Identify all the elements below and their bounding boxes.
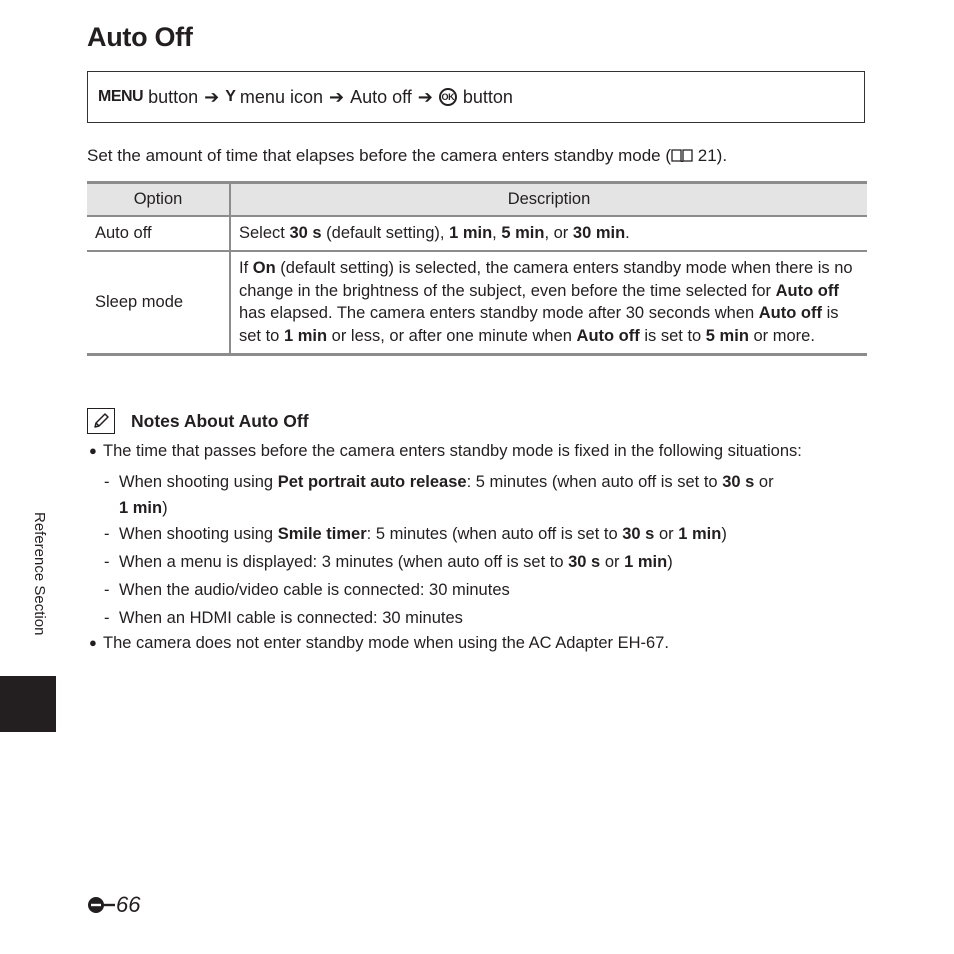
- page-reference: 21: [697, 146, 717, 165]
- list-item: ● The time that passes before the camera enters standby mode is fixed in the following situations:: [89, 442, 802, 460]
- arrow-right-icon: ➔: [204, 86, 220, 107]
- ok-button-icon: OK: [439, 88, 457, 106]
- menu-path-ok-button-text: button: [462, 86, 513, 107]
- arrow-right-icon: ➔: [328, 86, 345, 107]
- pencil-note-icon: [87, 408, 115, 434]
- column-header-option: Option: [87, 183, 230, 217]
- list-item: - When shooting using Smile timer: 5 minutes (when auto off is set to 30 s or 1 min): [104, 525, 727, 543]
- intro-paragraph: Set the amount of time that elapses before the camera enters standby mode ( 21).: [87, 146, 728, 165]
- menu-path-menu-icon-text: menu icon: [239, 86, 323, 107]
- option-name: Auto off: [87, 216, 230, 251]
- list-item: ● The camera does not enter standby mode when using the AC Adapter EH-67.: [89, 634, 669, 652]
- table-row: [87, 216, 867, 251]
- menu-path-box: [87, 71, 865, 123]
- options-table: [87, 181, 867, 356]
- list-item: - When a menu is displayed: 3 minutes (when auto off is set to 30 s or 1 min): [104, 553, 673, 571]
- wrench-menu-icon: Y: [225, 88, 236, 105]
- page-title: Auto Off: [87, 22, 193, 52]
- notes-title: Notes About Auto Off: [131, 410, 309, 431]
- bullet-icon: ●: [89, 635, 97, 650]
- menu-path-button-text: button: [148, 86, 199, 107]
- column-header-description: Description: [230, 183, 867, 217]
- option-name: Sleep mode: [87, 251, 230, 355]
- e-reference-icon: [87, 896, 115, 914]
- option-description: If On (default setting) is selected, the camera enters standby mode when there is no change in the brightness of the subject, even before the time selected for Auto off has elapsed. The camera enters standby mode after 30 seconds when Auto off is set to 1 min or less, or after one minute when Auto off is set to 5 min or more.: [230, 251, 867, 355]
- arrow-right-icon: ➔: [417, 86, 433, 107]
- book-reference-icon: [671, 149, 693, 162]
- list-item: - When the audio/video cable is connected: 30 minutes: [104, 581, 510, 599]
- page-number: 66: [87, 892, 140, 918]
- list-item: - When shooting using Pet portrait auto release: 5 minutes (when auto off is set to 30 s or 1 min): [104, 473, 774, 517]
- menu-button-icon: MENU: [98, 88, 144, 105]
- section-tab-marker: [0, 676, 56, 732]
- notes-heading: [87, 408, 309, 434]
- menu-path-auto-off: Auto off: [350, 86, 412, 107]
- list-item: - When an HDMI cable is connected: 30 minutes: [104, 609, 463, 627]
- bullet-icon: ●: [89, 443, 97, 458]
- section-side-label: Reference Section: [31, 512, 48, 636]
- option-description: Select 30 s (default setting), 1 min, 5 min, or 30 min.: [230, 216, 867, 251]
- table-row: [87, 251, 867, 355]
